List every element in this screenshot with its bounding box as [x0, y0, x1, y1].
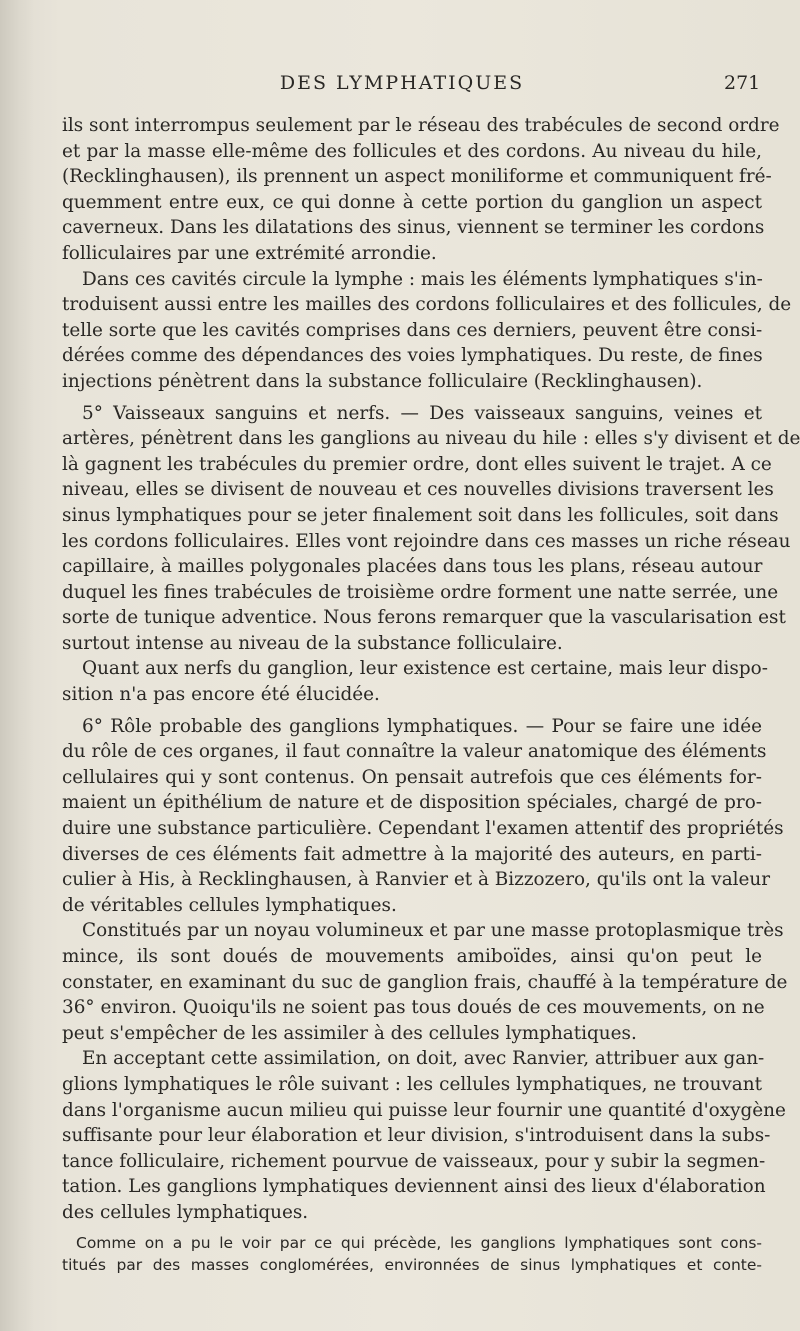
text-line: de véritables cellules lymphatiques. — [62, 894, 397, 916]
text-line: niveau, elles se divisent de nouveau et ces nouvelles divisions traversent les — [62, 479, 774, 501]
paragraph — [62, 656, 768, 707]
footnote — [62, 1232, 762, 1276]
text-line: caverneux. Dans les dilatations des sinus, viennent se terminer les cordons — [62, 217, 765, 239]
text-line: 36° environ. Quoiqu'ils ne soient pas tous doués de ces mouvements, on ne — [62, 997, 765, 1019]
paragraph — [62, 113, 780, 267]
text-line: duquel les fines trabécules de troisième ordre forment une natte serrée, une — [62, 581, 779, 603]
section-heading-line: 6° Rôle probable des ganglions lymphatiques. — Pour se faire une idée — [82, 715, 762, 737]
text-line: dans l'organisme aucun milieu qui puisse leur fournir une quantité d'oxygène — [62, 1099, 786, 1121]
text-line: ils sont interrompus seulement par le réseau des trabécules de second ordre — [62, 115, 780, 136]
text-line: sorte de tunique adventice. Nous ferons remarquer que la vascularisation est — [62, 607, 786, 629]
text-line: quemment entre eux, ce qui donne à cette portion du ganglion un aspect — [62, 191, 762, 213]
main-text — [62, 113, 800, 1226]
text-line: surtout intense au niveau de la substance folliculaire. — [62, 632, 563, 654]
footnote-line: Comme on a pu le voir par ce qui précède, les ganglions lymphatiques sont cons- — [76, 1234, 762, 1252]
text-line: et par la masse elle-même des follicules et des cordons. Au niveau du hile, — [62, 140, 762, 162]
paragraph — [62, 918, 788, 1046]
text-line: capillaire, à mailles polygonales placées dans tous les plans, réseau autour — [62, 556, 763, 578]
text-line: maient un épithélium de nature et de disposition spéciales, chargé de pro- — [62, 792, 762, 814]
paragraph-section-6 — [62, 714, 784, 919]
text-line: du rôle de ces organes, il faut connaître la valeur anatomique des éléments — [62, 741, 767, 763]
text-line: (Recklinghausen), ils prennent un aspect moniliforme et communiquent fré- — [62, 166, 772, 188]
text-line: tation. Les ganglions lymphatiques deviennent ainsi des lieux d'élaboration — [62, 1176, 766, 1198]
text-line: tance folliculaire, richement pourvue de vaisseaux, pour y subir la segmen- — [62, 1150, 766, 1172]
text-line: Dans ces cavités circule la lymphe : mais les éléments lymphatiques s'in- — [82, 268, 763, 290]
text-line: artères, pénètrent dans les ganglions au niveau du hile : elles s'y divisent et de — [62, 428, 800, 450]
text-line: injections pénètrent dans la substance folliculaire (Recklinghausen). — [62, 370, 703, 392]
text-line: troduisent aussi entre les mailles des cordons folliculaires et des follicules, de — [62, 294, 792, 316]
paragraph — [62, 1046, 786, 1225]
text-line: constater, en examinant du suc de ganglion frais, chauffé à la température de — [62, 971, 788, 993]
text-line: peut s'empêcher de les assimiler à des cellules lymphatiques. — [62, 1022, 637, 1044]
text-line: là gagnent les trabécules du premier ordre, dont elles suivent le trajet. A ce — [62, 453, 772, 475]
running-title: DES LYMPHATIQUES — [279, 72, 525, 94]
section-heading-line: 5° Vaisseaux sanguins et nerfs. — Des vaisseaux sanguins, veines et — [82, 402, 762, 424]
paragraph — [62, 267, 792, 395]
text-line: diverses de ces éléments fait admettre à la majorité des auteurs, en parti- — [62, 843, 762, 865]
text-line: Constitués par un noyau volumineux et par une masse protoplasmique très — [82, 920, 784, 942]
page-header — [0, 72, 800, 102]
page-gutter-shadow — [0, 0, 34, 1331]
text-line: Quant aux nerfs du ganglion, leur existence est certaine, mais leur dispo- — [82, 658, 768, 680]
footnote-line: titués par des masses conglomérées, environnées de sinus lymphatiques et conte- — [62, 1256, 762, 1274]
text-line: des cellules lymphatiques. — [62, 1201, 309, 1223]
text-line: sition n'a pas encore été élucidée. — [62, 684, 380, 706]
text-line: sinus lymphatiques pour se jeter finalement soit dans les follicules, soit dans — [62, 504, 779, 526]
text-line: En acceptant cette assimilation, on doit, avec Ranvier, attribuer aux gan- — [82, 1048, 765, 1070]
text-line: folliculaires par une extrémité arrondie. — [62, 242, 437, 264]
text-line: duire une substance particulière. Cependant l'examen attentif des propriétés — [62, 818, 784, 840]
text-line: cellulaires qui y sont contenus. On pensait autrefois que ces éléments for- — [62, 766, 762, 788]
text-line: culier à His, à Recklinghausen, à Ranvier et à Bizzozero, qu'ils ont la valeur — [62, 869, 771, 891]
paragraph-section-5 — [62, 401, 800, 657]
text-line: telle sorte que les cavités comprises dans ces derniers, peuvent être consi- — [62, 319, 763, 341]
text-line: dérées comme des dépendances des voies lymphatiques. Du reste, de fines — [62, 345, 763, 367]
text-line: mince, ils sont doués de mouvements amiboïdes, ainsi qu'on peut le — [62, 946, 762, 967]
page-number: 271 — [724, 72, 761, 94]
text-line: suffisante pour leur élaboration et leur division, s'introduisent dans la subs- — [62, 1125, 771, 1147]
text-line: glions lymphatiques le rôle suivant : les cellules lymphatiques, ne trouvant — [62, 1073, 762, 1095]
text-line: les cordons folliculaires. Elles vont rejoindre dans ces masses un riche réseau — [62, 530, 791, 552]
